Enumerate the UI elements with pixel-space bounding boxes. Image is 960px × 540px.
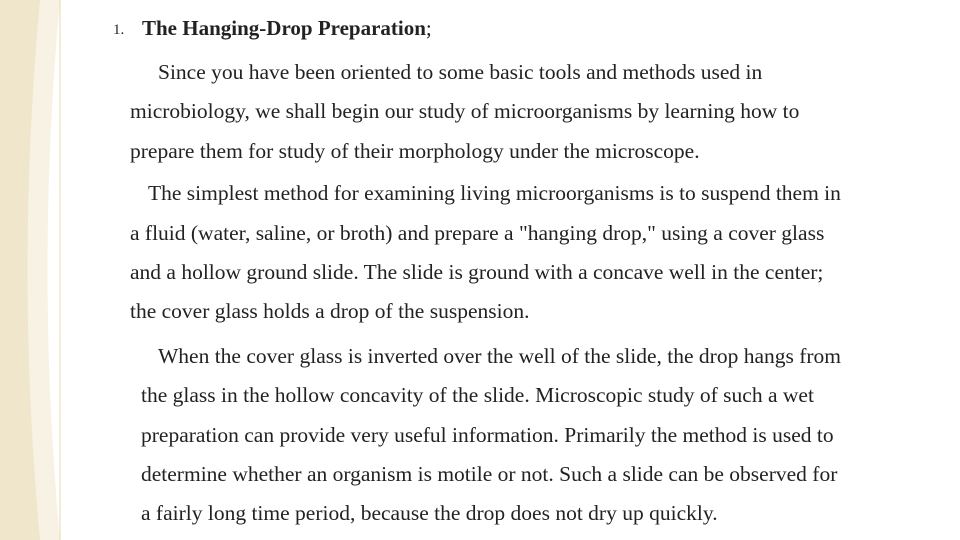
page-title: [142, 18, 432, 39]
paragraph-line: the glass in the hollow concavity of the slide. Microscopic study of such a wet: [141, 383, 814, 407]
title-text: The Hanging-Drop Preparation: [142, 16, 426, 40]
paragraph-line: The simplest method for examining living microorganisms is to suspend them in: [148, 181, 841, 205]
decorative-border: [0, 0, 120, 540]
paragraph-line: Since you have been oriented to some basic tools and methods used in: [158, 60, 763, 84]
paragraph-line: and a hollow ground slide. The slide is ground with a concave well in the center;: [130, 260, 824, 284]
paragraph-line: microbiology, we shall begin our study of microorganisms by learning how to: [130, 99, 800, 123]
paragraph-line: prepare them for study of their morphology under the microscope.: [130, 139, 700, 163]
item-number: 1.: [113, 22, 125, 38]
paragraph-line: determine whether an organism is motile or not. Such a slide can be observed for: [141, 462, 838, 486]
paragraph-line: preparation can provide very useful information. Primarily the method is used to: [141, 423, 834, 447]
paragraph-line: a fluid (water, saline, or broth) and prepare a "hanging drop," using a cover glass: [130, 221, 825, 245]
paragraph-line: When the cover glass is inverted over the well of the slide, the drop hangs from: [158, 344, 842, 368]
paragraph-line: the cover glass holds a drop of the suspension.: [130, 299, 530, 323]
title-suffix: ;: [425, 16, 432, 40]
paragraph-line: a fairly long time period, because the drop does not dry up quickly.: [141, 501, 718, 525]
